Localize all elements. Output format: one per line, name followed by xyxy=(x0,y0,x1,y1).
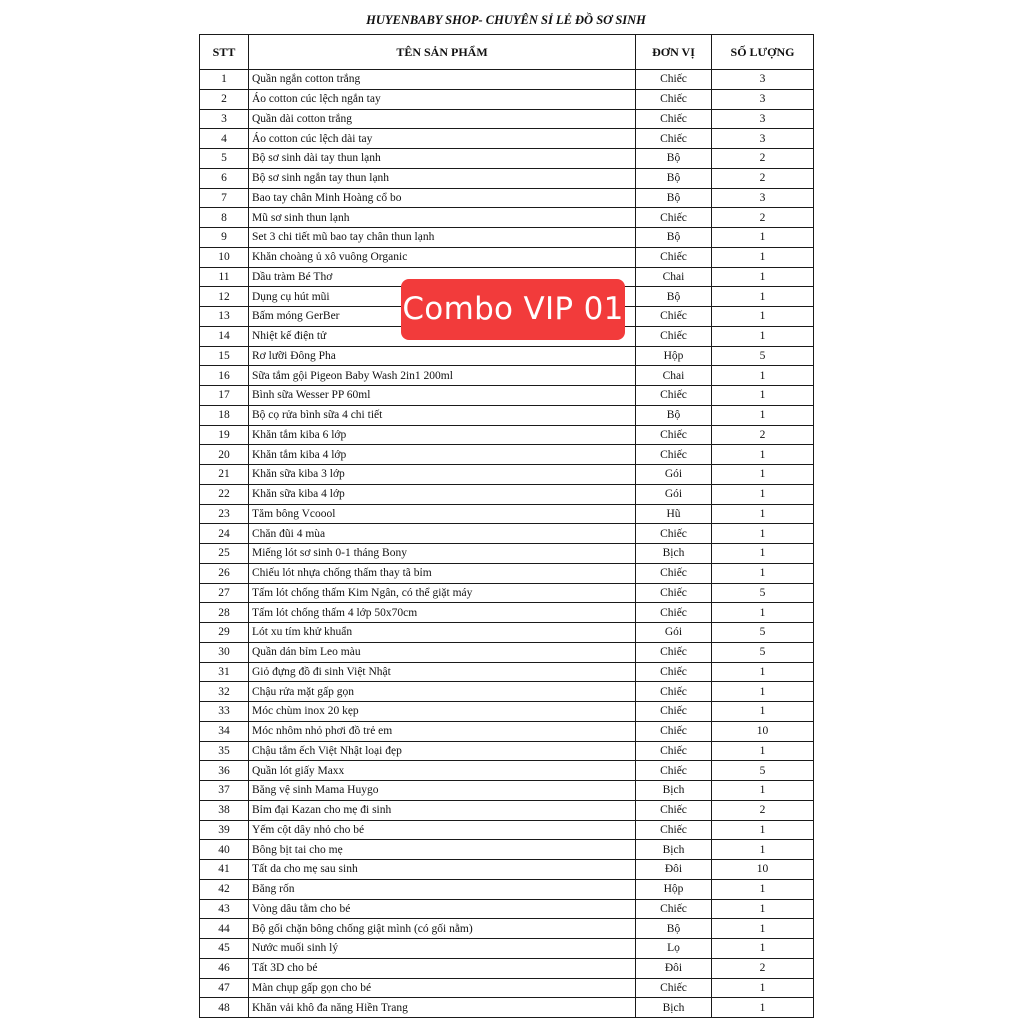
row-quantity: 1 xyxy=(712,386,814,406)
row-quantity: 1 xyxy=(712,544,814,564)
row-product-name: Nhiệt kế điện tử xyxy=(249,326,636,346)
row-stt: 18 xyxy=(200,405,249,425)
table-row xyxy=(200,129,814,149)
row-product-name: Bấm móng GerBer xyxy=(249,307,636,327)
row-product-name: Móc nhôm nhỏ phơi đồ trẻ em xyxy=(249,721,636,741)
table-row xyxy=(200,504,814,524)
table-row xyxy=(200,366,814,386)
row-unit: Chiếc xyxy=(636,662,712,682)
row-stt: 29 xyxy=(200,623,249,643)
row-unit: Chiếc xyxy=(636,70,712,90)
row-unit: Chiếc xyxy=(636,702,712,722)
row-product-name: Lót xu tím khử khuẩn xyxy=(249,623,636,643)
row-product-name: Rơ lưỡi Đông Pha xyxy=(249,346,636,366)
row-stt: 6 xyxy=(200,168,249,188)
row-quantity: 1 xyxy=(712,939,814,959)
row-unit: Bịch xyxy=(636,998,712,1018)
row-product-name: Bỉm đại Kazan cho mẹ đi sinh xyxy=(249,800,636,820)
row-unit: Bịch xyxy=(636,781,712,801)
row-stt: 40 xyxy=(200,840,249,860)
row-unit: Chiếc xyxy=(636,524,712,544)
row-unit: Chiếc xyxy=(636,89,712,109)
table-row xyxy=(200,840,814,860)
row-stt: 35 xyxy=(200,741,249,761)
header-stt: STT xyxy=(200,35,249,70)
table-row xyxy=(200,524,814,544)
table-row xyxy=(200,405,814,425)
table-row xyxy=(200,682,814,702)
row-stt: 46 xyxy=(200,958,249,978)
row-product-name: Tăm bông Vcoool xyxy=(249,504,636,524)
product-table xyxy=(199,34,814,1018)
row-quantity: 2 xyxy=(712,149,814,169)
row-stt: 41 xyxy=(200,860,249,880)
table-row xyxy=(200,741,814,761)
table-header-row xyxy=(200,35,814,70)
row-product-name: Băng rốn xyxy=(249,879,636,899)
row-quantity: 1 xyxy=(712,682,814,702)
row-unit: Hộp xyxy=(636,879,712,899)
row-quantity: 1 xyxy=(712,445,814,465)
table-row xyxy=(200,623,814,643)
row-quantity: 1 xyxy=(712,820,814,840)
row-unit: Đôi xyxy=(636,860,712,880)
row-product-name: Chậu tắm ếch Việt Nhật loại đẹp xyxy=(249,741,636,761)
table-row xyxy=(200,465,814,485)
row-unit: Chiếc xyxy=(636,721,712,741)
row-stt: 9 xyxy=(200,228,249,248)
row-unit: Chiếc xyxy=(636,741,712,761)
row-stt: 30 xyxy=(200,642,249,662)
row-stt: 24 xyxy=(200,524,249,544)
row-stt: 19 xyxy=(200,425,249,445)
row-unit: Bộ xyxy=(636,919,712,939)
row-stt: 36 xyxy=(200,761,249,781)
row-unit: Bộ xyxy=(636,228,712,248)
row-product-name: Bình sữa Wesser PP 60ml xyxy=(249,386,636,406)
row-quantity: 1 xyxy=(712,484,814,504)
row-unit: Lọ xyxy=(636,939,712,959)
row-stt: 20 xyxy=(200,445,249,465)
row-product-name: Dầu tràm Bé Thơ xyxy=(249,267,636,287)
row-unit: Bộ xyxy=(636,149,712,169)
row-product-name: Khăn vải khô đa năng Hiền Trang xyxy=(249,998,636,1018)
row-unit: Gói xyxy=(636,484,712,504)
row-stt: 33 xyxy=(200,702,249,722)
row-product-name: Tất 3D cho bé xyxy=(249,958,636,978)
row-unit: Đôi xyxy=(636,958,712,978)
row-quantity: 1 xyxy=(712,978,814,998)
row-quantity: 5 xyxy=(712,583,814,603)
row-stt: 16 xyxy=(200,366,249,386)
row-stt: 10 xyxy=(200,247,249,267)
row-quantity: 2 xyxy=(712,425,814,445)
row-unit: Chiếc xyxy=(636,129,712,149)
table-row xyxy=(200,721,814,741)
row-quantity: 5 xyxy=(712,642,814,662)
row-quantity: 1 xyxy=(712,879,814,899)
table-row xyxy=(200,978,814,998)
table-row xyxy=(200,899,814,919)
shop-title: HUYENBABY SHOP- CHUYÊN SỈ LẺ ĐỒ SƠ SINH xyxy=(366,13,646,27)
row-stt: 43 xyxy=(200,899,249,919)
table-row xyxy=(200,642,814,662)
row-product-name: Khăn sữa kiba 3 lớp xyxy=(249,465,636,485)
row-quantity: 1 xyxy=(712,247,814,267)
row-stt: 1 xyxy=(200,70,249,90)
row-unit: Chiếc xyxy=(636,820,712,840)
row-product-name: Bông bịt tai cho mẹ xyxy=(249,840,636,860)
row-stt: 38 xyxy=(200,800,249,820)
row-stt: 7 xyxy=(200,188,249,208)
row-stt: 23 xyxy=(200,504,249,524)
row-unit: Chiếc xyxy=(636,563,712,583)
row-quantity: 1 xyxy=(712,840,814,860)
row-stt: 39 xyxy=(200,820,249,840)
table-body xyxy=(200,70,814,1018)
table-row xyxy=(200,168,814,188)
row-quantity: 10 xyxy=(712,860,814,880)
row-unit: Chiếc xyxy=(636,603,712,623)
row-product-name: Bộ sơ sinh dài tay thun lạnh xyxy=(249,149,636,169)
table-row xyxy=(200,860,814,880)
table-row xyxy=(200,445,814,465)
row-unit: Chiếc xyxy=(636,800,712,820)
row-unit: Bộ xyxy=(636,287,712,307)
table-row xyxy=(200,761,814,781)
table-row xyxy=(200,919,814,939)
row-product-name: Quần dài cotton trắng xyxy=(249,109,636,129)
table-row xyxy=(200,346,814,366)
row-quantity: 3 xyxy=(712,129,814,149)
row-unit: Chiếc xyxy=(636,386,712,406)
row-product-name: Sữa tắm gội Pigeon Baby Wash 2in1 200ml xyxy=(249,366,636,386)
table-row xyxy=(200,70,814,90)
row-product-name: Khăn sữa kiba 4 lớp xyxy=(249,484,636,504)
row-quantity: 1 xyxy=(712,899,814,919)
row-quantity: 3 xyxy=(712,188,814,208)
row-stt: 8 xyxy=(200,208,249,228)
row-stt: 27 xyxy=(200,583,249,603)
table-row xyxy=(200,800,814,820)
row-product-name: Khăn tắm kiba 6 lớp xyxy=(249,425,636,445)
row-stt: 28 xyxy=(200,603,249,623)
table-row xyxy=(200,820,814,840)
row-stt: 13 xyxy=(200,307,249,327)
row-unit: Chiếc xyxy=(636,642,712,662)
row-quantity: 1 xyxy=(712,563,814,583)
table-row xyxy=(200,149,814,169)
row-product-name: Khăn choàng ủ xô vuông Organic xyxy=(249,247,636,267)
row-quantity: 2 xyxy=(712,800,814,820)
table-row xyxy=(200,583,814,603)
row-product-name: Tấm lót chống thấm Kim Ngân, có thể giặt máy xyxy=(249,583,636,603)
row-unit: Chiếc xyxy=(636,978,712,998)
row-product-name: Quần lót giấy Maxx xyxy=(249,761,636,781)
row-product-name: Miếng lót sơ sinh 0-1 tháng Bony xyxy=(249,544,636,564)
row-unit: Gói xyxy=(636,465,712,485)
row-stt: 4 xyxy=(200,129,249,149)
row-stt: 45 xyxy=(200,939,249,959)
combo-badge: Combo VIP 01 xyxy=(401,279,625,340)
row-unit: Chai xyxy=(636,366,712,386)
row-quantity: 1 xyxy=(712,702,814,722)
table-row xyxy=(200,702,814,722)
row-stt: 5 xyxy=(200,149,249,169)
row-quantity: 5 xyxy=(712,623,814,643)
row-unit: Chiếc xyxy=(636,445,712,465)
row-quantity: 1 xyxy=(712,603,814,623)
row-product-name: Mũ sơ sinh thun lạnh xyxy=(249,208,636,228)
table-row xyxy=(200,386,814,406)
row-unit: Chiếc xyxy=(636,247,712,267)
row-product-name: Tấm lót chống thấm 4 lớp 50x70cm xyxy=(249,603,636,623)
row-quantity: 1 xyxy=(712,326,814,346)
table-row xyxy=(200,662,814,682)
row-stt: 14 xyxy=(200,326,249,346)
row-product-name: Tất da cho mẹ sau sinh xyxy=(249,860,636,880)
row-quantity: 1 xyxy=(712,662,814,682)
row-unit: Chiếc xyxy=(636,583,712,603)
table-row xyxy=(200,425,814,445)
row-stt: 11 xyxy=(200,267,249,287)
row-unit: Chiếc xyxy=(636,899,712,919)
row-quantity: 1 xyxy=(712,524,814,544)
row-quantity: 1 xyxy=(712,287,814,307)
row-product-name: Màn chụp gấp gọn cho bé xyxy=(249,978,636,998)
row-stt: 47 xyxy=(200,978,249,998)
row-quantity: 1 xyxy=(712,504,814,524)
row-stt: 25 xyxy=(200,544,249,564)
row-product-name: Băng vệ sinh Mama Huygo xyxy=(249,781,636,801)
row-quantity: 2 xyxy=(712,208,814,228)
table-row xyxy=(200,781,814,801)
row-product-name: Dụng cụ hút mũi xyxy=(249,287,636,307)
table-row xyxy=(200,544,814,564)
row-stt: 34 xyxy=(200,721,249,741)
header-product-name: TÊN SẢN PHẨM xyxy=(249,35,636,70)
row-unit: Chiếc xyxy=(636,307,712,327)
table-row xyxy=(200,188,814,208)
header-quantity: SỐ LƯỢNG xyxy=(712,35,814,70)
row-quantity: 10 xyxy=(712,721,814,741)
row-quantity: 1 xyxy=(712,405,814,425)
row-product-name: Áo cotton cúc lệch dài tay xyxy=(249,129,636,149)
row-stt: 44 xyxy=(200,919,249,939)
row-unit: Bộ xyxy=(636,188,712,208)
row-quantity: 1 xyxy=(712,267,814,287)
row-stt: 31 xyxy=(200,662,249,682)
row-quantity: 1 xyxy=(712,228,814,248)
table-row xyxy=(200,563,814,583)
row-quantity: 3 xyxy=(712,70,814,90)
row-stt: 2 xyxy=(200,89,249,109)
row-product-name: Chậu rửa mặt gấp gọn xyxy=(249,682,636,702)
product-list-sheet xyxy=(199,8,813,1016)
row-unit: Bộ xyxy=(636,405,712,425)
table-row xyxy=(200,247,814,267)
row-product-name: Yếm cột dây nhỏ cho bé xyxy=(249,820,636,840)
table-row xyxy=(200,208,814,228)
row-quantity: 1 xyxy=(712,741,814,761)
row-quantity: 3 xyxy=(712,109,814,129)
row-product-name: Khăn tắm kiba 4 lớp xyxy=(249,445,636,465)
row-stt: 48 xyxy=(200,998,249,1018)
table-row xyxy=(200,109,814,129)
row-stt: 15 xyxy=(200,346,249,366)
row-unit: Bịch xyxy=(636,840,712,860)
row-unit: Chiếc xyxy=(636,109,712,129)
row-unit: Gói xyxy=(636,623,712,643)
row-quantity: 1 xyxy=(712,366,814,386)
row-quantity: 1 xyxy=(712,781,814,801)
row-stt: 37 xyxy=(200,781,249,801)
row-quantity: 1 xyxy=(712,465,814,485)
row-quantity: 3 xyxy=(712,89,814,109)
table-row xyxy=(200,879,814,899)
header-unit: ĐƠN VỊ xyxy=(636,35,712,70)
row-quantity: 1 xyxy=(712,307,814,327)
row-product-name: Bao tay chân Minh Hoàng cổ bo xyxy=(249,188,636,208)
row-quantity: 2 xyxy=(712,958,814,978)
row-unit: Chiếc xyxy=(636,326,712,346)
row-stt: 42 xyxy=(200,879,249,899)
row-product-name: Quần ngắn cotton trắng xyxy=(249,70,636,90)
table-row xyxy=(200,484,814,504)
table-row xyxy=(200,958,814,978)
row-stt: 26 xyxy=(200,563,249,583)
row-unit: Bịch xyxy=(636,544,712,564)
row-product-name: Nước muối sinh lý xyxy=(249,939,636,959)
row-product-name: Bộ cọ rửa bình sữa 4 chi tiết xyxy=(249,405,636,425)
row-quantity: 1 xyxy=(712,998,814,1018)
row-quantity: 1 xyxy=(712,919,814,939)
row-quantity: 5 xyxy=(712,761,814,781)
row-product-name: Vòng dâu tằm cho bé xyxy=(249,899,636,919)
row-product-name: Quần dán bỉm Leo màu xyxy=(249,642,636,662)
row-stt: 22 xyxy=(200,484,249,504)
row-stt: 17 xyxy=(200,386,249,406)
row-stt: 3 xyxy=(200,109,249,129)
row-unit: Bộ xyxy=(636,168,712,188)
row-stt: 21 xyxy=(200,465,249,485)
row-product-name: Áo cotton cúc lệch ngắn tay xyxy=(249,89,636,109)
table-row xyxy=(200,89,814,109)
row-product-name: Chiếu lót nhựa chống thấm thay tã bỉm xyxy=(249,563,636,583)
row-unit: Chiếc xyxy=(636,761,712,781)
row-unit: Chiếc xyxy=(636,682,712,702)
table-row xyxy=(200,998,814,1018)
row-unit: Chiếc xyxy=(636,425,712,445)
row-unit: Hũ xyxy=(636,504,712,524)
row-stt: 32 xyxy=(200,682,249,702)
row-product-name: Bộ gối chặn bông chống giật mình (có gối nằm) xyxy=(249,919,636,939)
row-quantity: 5 xyxy=(712,346,814,366)
row-product-name: Giỏ đựng đồ đi sinh Việt Nhật xyxy=(249,662,636,682)
row-stt: 12 xyxy=(200,287,249,307)
row-product-name: Chăn đũi 4 mùa xyxy=(249,524,636,544)
row-unit: Chiếc xyxy=(636,208,712,228)
row-product-name: Bộ sơ sinh ngắn tay thun lạnh xyxy=(249,168,636,188)
row-unit: Hộp xyxy=(636,346,712,366)
table-row xyxy=(200,939,814,959)
row-product-name: Móc chùm inox 20 kẹp xyxy=(249,702,636,722)
row-product-name: Set 3 chi tiết mũ bao tay chân thun lạnh xyxy=(249,228,636,248)
table-row xyxy=(200,228,814,248)
row-unit: Chai xyxy=(636,267,712,287)
table-row xyxy=(200,603,814,623)
row-quantity: 2 xyxy=(712,168,814,188)
